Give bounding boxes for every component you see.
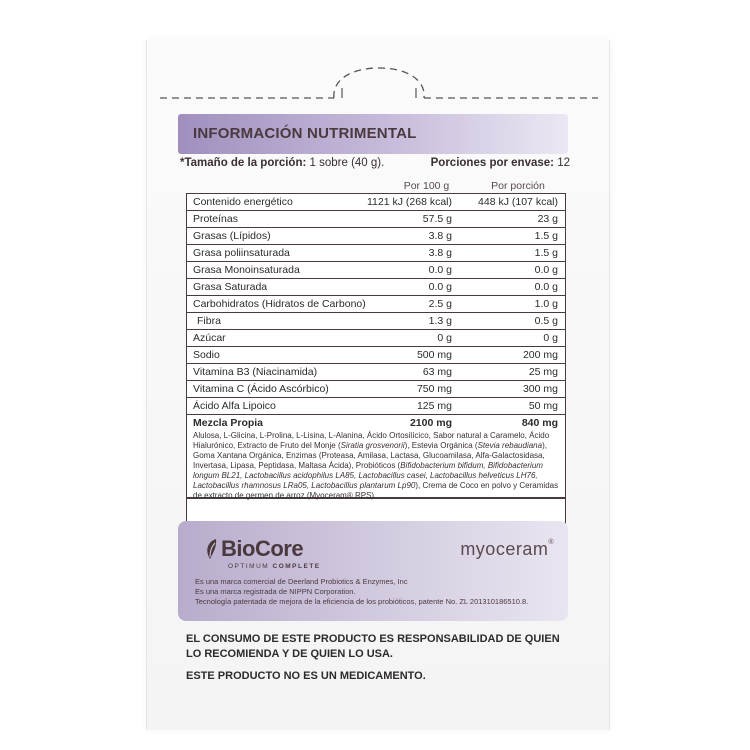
biocore-tagline-2: COMPLETE [272, 563, 321, 570]
table-row [187, 330, 565, 347]
biocore-wordmark: BioCore [221, 536, 304, 561]
ingredients-text: ), Estevia Orgánica ( [404, 441, 478, 450]
table-row [187, 347, 565, 364]
value-per100: 0.0 g [428, 264, 452, 276]
ingredients-italic: Siratia grosvenorii [340, 441, 405, 450]
nutrient-name: Grasa poliinsaturada [193, 247, 290, 259]
nutrient-name: Azúcar [193, 332, 226, 344]
table-row [187, 398, 565, 415]
nutrition-table [186, 193, 566, 543]
serving-size [180, 157, 384, 169]
ingredients-italic: Stevia rebaudiana [477, 441, 543, 450]
value-perserving: 0 g [543, 332, 558, 344]
value-per100: 63 mg [422, 366, 452, 378]
serving-size-value: 1 sobre (40 g). [309, 157, 385, 169]
table-row [187, 415, 565, 431]
value-per100: 1.3 g [428, 315, 452, 327]
value-perserving: 300 mg [522, 383, 558, 395]
table-row [187, 313, 565, 330]
nutrient-name: Grasa Monoinsaturada [193, 264, 300, 276]
trademark-notes [195, 577, 528, 607]
table-row [187, 194, 565, 211]
col-per100-header: Por 100 g [403, 180, 450, 192]
nutrition-header [178, 114, 568, 154]
value-perserving: 50 mg [528, 400, 558, 412]
value-perserving: 1.5 g [534, 247, 558, 259]
trademark-line: Tecnología patentada de mejora de la eficiencia de los probióticos, patente No. ZL 201310186510.8. [195, 597, 529, 606]
table-row [187, 296, 565, 313]
table-row [187, 364, 565, 381]
serving-info [180, 157, 570, 175]
value-per100: 2.5 g [428, 298, 452, 310]
table-row [187, 228, 565, 245]
table-row [187, 211, 565, 228]
value-per100: 125 mg [416, 400, 452, 412]
value-perserving: 25 mg [528, 366, 558, 378]
value-per100: 57.5 g [422, 213, 452, 225]
proprietary-blend-ingredients [187, 431, 565, 499]
trademark-line: Es una marca comercial de Deerland Probiotics & Enzymes, Inc [195, 577, 408, 586]
value-perserving: 0.5 g [534, 315, 558, 327]
table-row [187, 245, 565, 262]
value-per100: 0 g [437, 332, 452, 344]
nutrient-name: Carbohidratos (Hidratos de Carbono) [193, 298, 366, 310]
value-per100: 1121 kJ (268 kcal) [366, 196, 452, 208]
value-per100: 750 mg [416, 383, 452, 395]
servings-label: Porciones por envase: [430, 157, 554, 169]
serving-size-label: *Tamaño de la porción: [180, 157, 307, 169]
nutrient-name: Ácido Alfa Lipoico [193, 400, 276, 412]
biocore-logo [204, 535, 354, 575]
ingredients-text: Alulosa, L-Glicina, L-Prolina, L-Lisina, L-Alanina, Ácido Ortosilícico, Sabor natural a Caramelo, Ácido Hialurónico, Extracto de Fruto del Monje ( [193, 431, 550, 450]
value-perserving: 23 g [537, 213, 558, 225]
nutrient-name: Vitamina B3 (Niacinamida) [193, 366, 318, 378]
nutrient-name: Vitamina C (Ácido Ascórbico) [193, 383, 329, 395]
brand-panel [178, 521, 568, 621]
col-perserving-header: Por porción [491, 180, 545, 192]
table-row [187, 381, 565, 398]
servings-per-container [431, 157, 570, 169]
ingredients-italic: Bifidobacterium bifidum, Bifidobacterium longum BL21, Lactobacillus acidophilus LA85, Lactobacillus casei, Lactobacillus helveticus LH76, Lactobacillus rhamnosus LRa05, Lactobacillus plantarum Lp90 [193, 461, 543, 490]
value-perserving: 200 mg [522, 349, 558, 361]
nutrition-title: INFORMACIÓN NUTRIMENTAL [193, 125, 417, 142]
value-per100: 3.8 g [428, 247, 452, 259]
servings-value: 12 [557, 157, 570, 169]
responsibility-warning: EL CONSUMO DE ESTE PRODUCTO ES RESPONSABILIDAD DE QUIEN LO RECOMIENDA Y DE QUIEN LO USA. [186, 633, 560, 660]
nutrient-name: Grasas (Lípidos) [193, 230, 271, 242]
biocore-tagline [228, 563, 321, 570]
table-row [187, 279, 565, 296]
value-perserving: 840 mg [521, 417, 558, 429]
nutrient-name: Contenido energético [193, 196, 293, 208]
value-perserving: 0.0 g [534, 281, 558, 293]
ingredients-text: ), Goma Xantana Orgánica, Enzimas (Proteasa, Amilasa, Lactasa, Glucoamilasa, Alfa-Galactosidasa, Invertasa, Lipasa, Peptidasa, Maltasa Ácida), Probióticos ( [193, 441, 547, 470]
leaf-icon [204, 537, 220, 561]
value-per100: 2100 mg [409, 417, 452, 429]
trademark-line: Es una marca registrada de NIPPN Corporation. [195, 587, 356, 596]
value-per100: 500 mg [416, 349, 452, 361]
myoceram-logo [460, 539, 554, 560]
value-per100: 0.0 g [428, 281, 452, 293]
value-perserving: 448 kJ (107 kcal) [478, 196, 558, 208]
ingredients-text: ), Crema de Coco en polvo y Ceramidas de extracto de germen de arroz (Myoceram® RPS). [193, 481, 559, 500]
column-headers [186, 178, 566, 192]
nutrient-name: Sodio [193, 349, 220, 361]
value-perserving: 0.0 g [534, 264, 558, 276]
nutrient-name: Fibra [197, 315, 221, 327]
table-row [187, 262, 565, 279]
nutrient-name: Grasa Saturada [193, 281, 268, 293]
myoceram-wordmark: myoceram [460, 539, 549, 559]
biocore-tagline-1: OPTIMUM [228, 563, 270, 570]
nutrient-name: Proteínas [193, 213, 238, 225]
value-perserving: 1.5 g [534, 230, 558, 242]
value-per100: 3.8 g [428, 230, 452, 242]
not-medicine-notice: ESTE PRODUCTO NO ES UN MEDICAMENTO. [186, 670, 426, 682]
registered-mark: ® [548, 539, 554, 546]
value-perserving: 1.0 g [534, 298, 558, 310]
nutrient-name: Mezcla Propia [193, 417, 264, 429]
